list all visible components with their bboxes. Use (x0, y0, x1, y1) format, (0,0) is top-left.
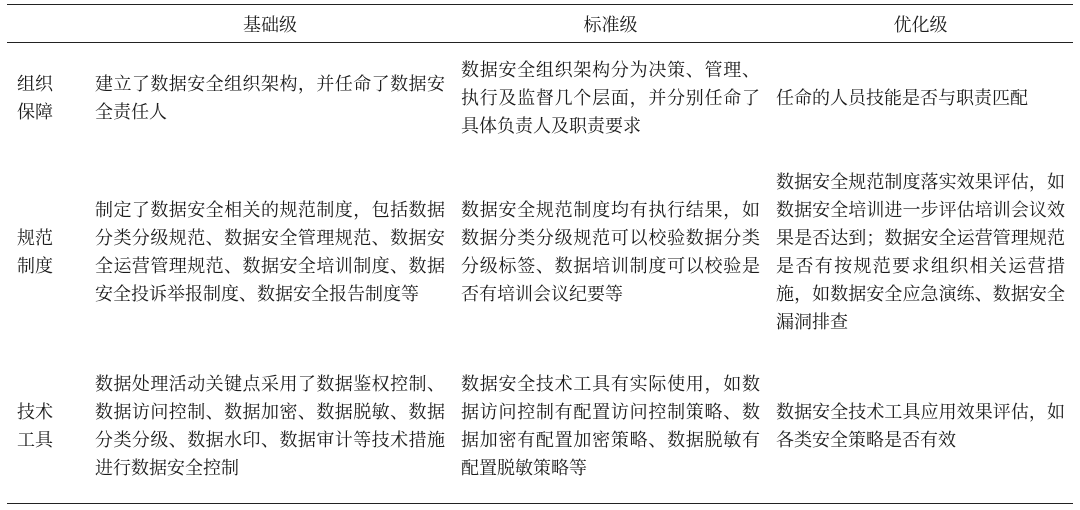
table-row-organization (7, 43, 1073, 156)
standard-cell: 数据安全组织架构分为决策、管理、执行及监督几个层面，并分别任命了具体负责人及职责要求 (461, 60, 760, 137)
category-cell: 组织保障 (17, 74, 53, 123)
optimized-cell: 数据安全技术工具应用效果评估，如各类安全策略是否有效 (776, 402, 1065, 451)
standard-cell: 数据安全技术工具有实际使用，如数据访问控制有配置访问控制策略、数据加密有配置加密策略、数据脱敏有配置脱敏策略等 (461, 374, 760, 479)
header-basic-level: 基础级 (243, 14, 297, 36)
header-optimized-level: 优化级 (893, 14, 948, 36)
standard-cell: 数据安全规范制度均有执行结果，如数据分类分级规范可以校验数据分类分级标签、数据培训制度可以校验是否有培训会议纪要等 (461, 200, 760, 305)
basic-cell: 数据处理活动关键点采用了数据鉴权控制、数据访问控制、数据加密、数据脱敏、数据分类分级、数据水印、数据审计等技术措施进行数据安全控制 (95, 374, 445, 479)
optimized-cell: 数据安全规范制度落实效果评估，如数据安全培训进一步评估培训会议效果是否达到；数据安全运营管理规范是否有按规范要求组织相关运营措施，如数据安全应急演练、数据安全漏洞排查 (776, 172, 1065, 333)
category-cell: 技术工具 (17, 402, 53, 451)
basic-cell: 制定了数据安全相关的规范制度，包括数据分类分级规范、数据安全管理规范、数据安全运营管理规范、数据安全培训制度、数据安全投诉举报制度、数据安全报告制度等 (95, 200, 445, 305)
header-category (7, 5, 87, 43)
optimized-cell: 任命的人员技能是否与职责匹配 (776, 88, 1028, 109)
category-cell: 规范制度 (17, 228, 53, 277)
table-row-technical-tools (7, 351, 1073, 504)
header-row (7, 5, 1073, 43)
basic-cell: 建立了数据安全组织架构，并任命了数据安全责任人 (95, 74, 445, 123)
data-security-maturity-table (7, 4, 1073, 504)
header-standard-level: 标准级 (583, 14, 638, 36)
table-row-regulations (7, 155, 1073, 351)
